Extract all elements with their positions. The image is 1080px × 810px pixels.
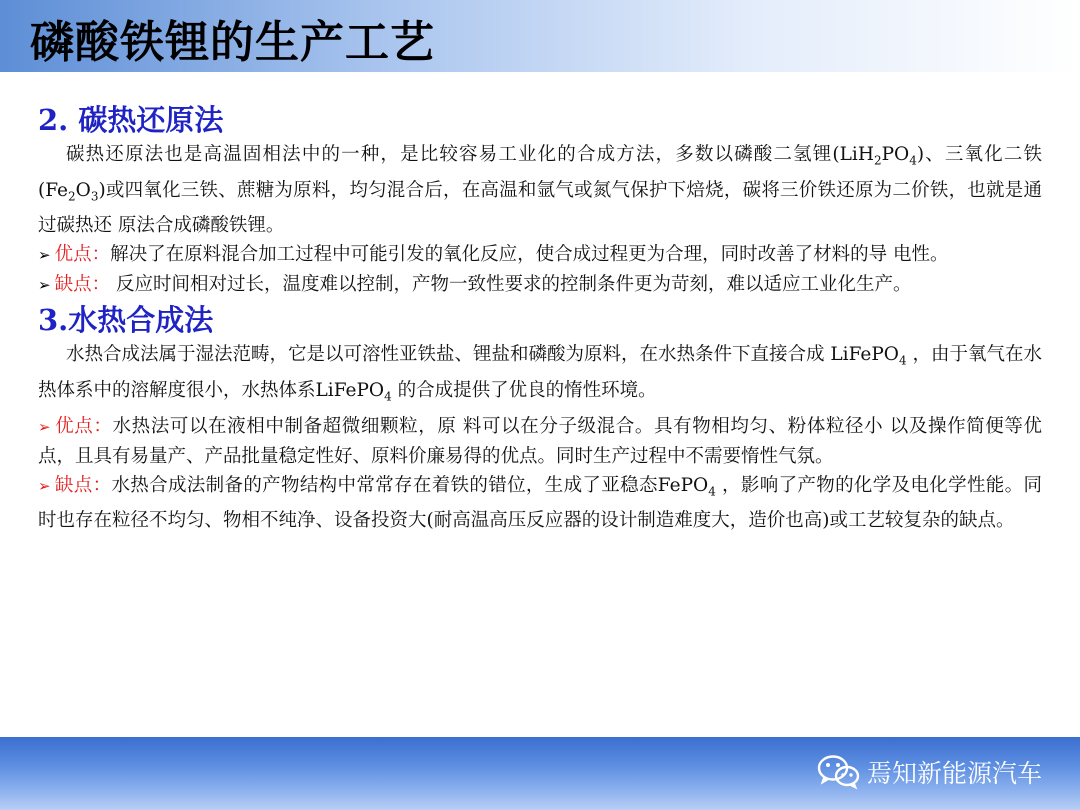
subscript: 4	[708, 484, 716, 499]
arrow-bullet-icon: ➢	[38, 417, 51, 436]
subscript: 4	[909, 153, 917, 168]
subscript: 4	[384, 389, 392, 404]
section-3-intro	[38, 340, 1042, 411]
cons-text: 反应时间相对过长，温度难以控制，产物一致性要求的控制条件更为苛刻，难以适应工业化生产。	[110, 274, 912, 296]
pros-label: 优点：	[54, 415, 113, 437]
wechat-icon	[817, 754, 861, 790]
subscript: 3	[90, 189, 99, 204]
section-2-pros	[38, 240, 1042, 270]
cons-label: 缺点：	[54, 274, 111, 296]
section-2-heading: 2. 碳热还原法	[38, 103, 224, 137]
text-run: )、三氧化二铁(Fe	[38, 144, 1043, 201]
text-run: O	[75, 179, 91, 201]
text-run: PO	[881, 144, 910, 165]
arrow-bullet-icon: ➢	[38, 476, 51, 495]
brand-watermark	[817, 752, 1042, 792]
text-run: 的合成提供了优良的惰性环境。	[391, 380, 657, 402]
subscript: 4	[898, 354, 907, 369]
arrow-bullet-icon: ➢	[38, 276, 51, 295]
subscript: 2	[873, 153, 882, 168]
section-3-heading: 3.水热合成法	[38, 303, 214, 338]
pros-text: 水热法可以在液相中制备超微细颗粒，原 料可以在分子级混合。具有物相均匀、粉体粒径小 以及操作简便等优点，且具有易量产、产品批量稳定性好、原料价廉易得的优点。同时生产过程中不需要惰性气氛。	[38, 415, 1042, 467]
brand-name: 焉知新能源汽车	[866, 759, 1042, 788]
page-title: 磷酸铁锂的生产工艺	[30, 17, 435, 68]
text-run: 水热合成法制备的产物结构中常常存在着铁的错位，生成了亚稳态FePO	[111, 474, 709, 496]
section-2-cons	[38, 270, 1042, 300]
text-run: 碳热还原法也是高温固相法中的一种，是比较容易工业化的合成方法，多数以磷酸二氢锂(LiH	[66, 144, 874, 165]
cons-label: 缺点：	[54, 474, 112, 496]
section-2-intro	[38, 140, 1042, 240]
arrow-bullet-icon: ➢	[38, 246, 51, 265]
text-run: 水热合成法属于湿法范畴，它是以可溶性亚铁盐、锂盐和磷酸为原料，在水热条件下直接合成 LiFePO	[66, 344, 899, 366]
content-area	[38, 100, 1042, 535]
pros-label: 优点：	[54, 244, 111, 266]
pros-text: 解决了在原料混合加工过程中可能引发的氧化反应，使合成过程更为合理，同时改善了材料的导 电性。	[110, 244, 949, 266]
section-3-pros	[38, 412, 1042, 471]
text-run: ，影响了产物的化学及电化学性能。同时也存在粒径不均匀、物相不纯净、设备投资大(耐高温高压反应器的设计制造难度大，造价也高)或工艺较复杂的缺点。	[38, 474, 1042, 532]
text-run: )或四氧化三铁、蔗糖为原料，均匀混合后，在高温和氩气或氮气保护下焙烧，碳将三价铁还原为二价铁，也就是通过碳热还 原法合成磷酸铁锂。	[38, 179, 1042, 237]
subscript: 2	[68, 189, 76, 204]
text-run: ，由于氧气在水热体系中的溶解度很小，水热体系LiFePO	[38, 344, 1043, 402]
section-3-cons	[38, 471, 1042, 536]
